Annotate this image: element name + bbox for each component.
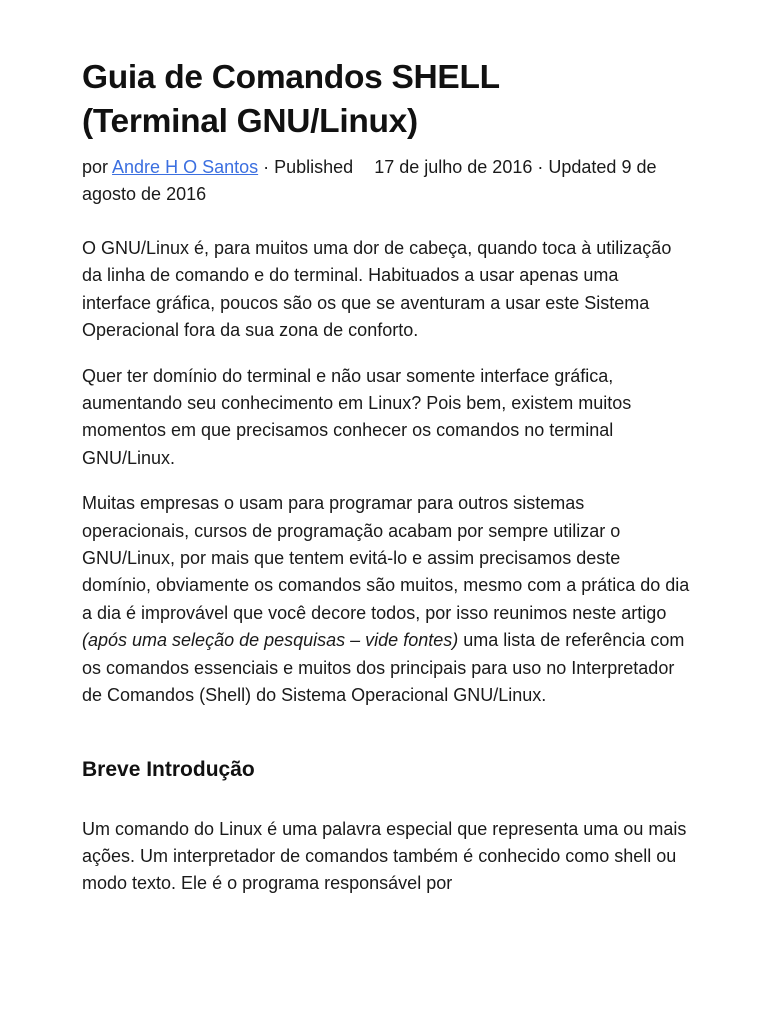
paragraph-intro: O GNU/Linux é, para muitos uma dor de cabeça, quando toca à utilização da linha de comando e do terminal. Habituados a usar apenas uma interface gráfica, poucos são os que se aventuram a usar este Sistema Operacional fora da sua zona de conforto.: [82, 238, 672, 341]
published-label: · Published: [263, 157, 354, 177]
paragraph-companies-italic: (após uma seleção de pesquisas – vide fontes): [82, 630, 459, 651]
published-date: 17 de julho de 2016: [374, 157, 533, 177]
section-heading: Breve Introdução: [82, 757, 255, 781]
page-title: [82, 56, 692, 144]
updated-date: 9 de agosto de 2016: [82, 157, 657, 204]
paragraph-terminal: Quer ter domínio do terminal e não usar somente interface gráfica, aumentando seu conhecimento em Linux? Pois bem, existem muitos momentos em que precisamos conhecer os comandos no terminal GNU/Linux.: [82, 365, 632, 468]
paragraph-companies-text-1: Muitas empresas o usam para programar para outros sistemas operacionais, cursos de programação acabam por sempre utilizar o GNU/Linux, por mais que tentem evitá-lo e assim precisamos deste domínio, obviamente os comandos são muitos, mesmo com a prática do dia a dia é improvável que você decore todos, por isso reunimos neste artigo: [82, 493, 690, 623]
article: [82, 56, 692, 898]
paragraph-companies-text-2: uma lista de referência com os comandos essenciais e muitos dos principais para uso no Interpretador de Comandos (Shell) do Sistema Operacional GNU/Linux.: [82, 630, 685, 706]
title-line-2: (Terminal GNU/Linux): [82, 103, 418, 140]
author-link[interactable]: Andre H O Santos: [112, 157, 259, 177]
byline-prefix: por: [82, 157, 109, 177]
paragraph-command-definition: Um comando do Linux é uma palavra especial que representa uma ou mais ações. Um interpretador de comandos também é conhecido como shell ou modo texto. Ele é o programa responsável por: [82, 818, 687, 894]
updated-label: · Updated: [537, 157, 617, 177]
title-line-1: Guia de Comandos SHELL: [82, 59, 500, 96]
article-meta: [82, 154, 692, 208]
paragraph-companies: [82, 490, 692, 709]
